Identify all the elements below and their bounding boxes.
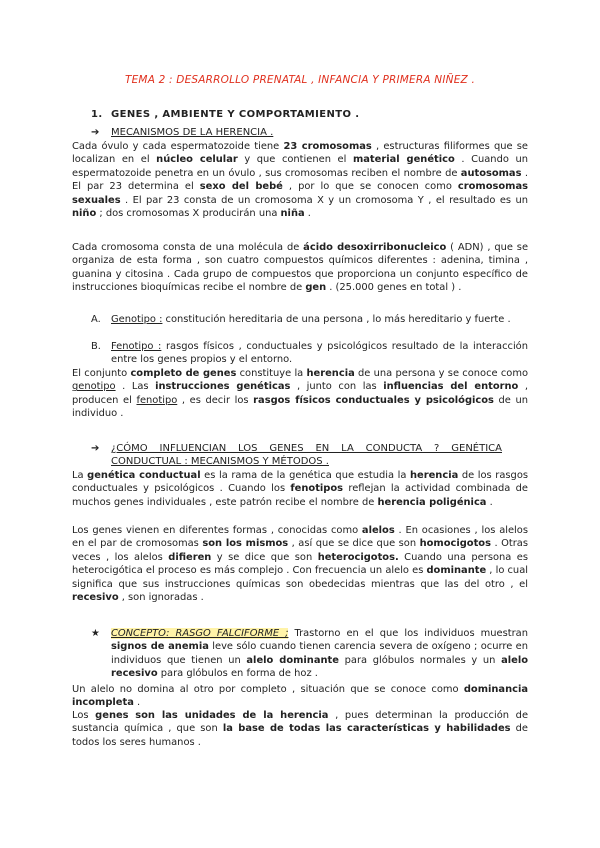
section-heading — [91, 109, 359, 120]
arrow-icon: ➔ — [91, 127, 100, 138]
arrow-icon: ➔ — [91, 443, 100, 454]
list-marker: B. — [91, 341, 101, 352]
subheading-text: ¿CÓMO INFLUENCIAN LOS GENES EN LA CONDUCTA ? GENÉTICA CONDUCTUAL : MECANISMOS Y MÉTODOS . — [111, 443, 502, 468]
concept-falciforme: ★ CONCEPTO: RASGO FALCIFORME ; Trastorno en el que los individuos muestran signos de anemia leve sólo cuando tienen carencia severa de oxígeno ; ocurre en individuos que tienen un alelo dominante para glóbulos normales y un alelo recesivo para glóbulos en forma de hoz . — [91, 628, 528, 680]
paragraph-unidades-herencia: Los genes son las unidades de la herencia , pues determinan la producción de sustancia química , que son la base de todas las características y habilidades de todos los seres humanos . — [72, 710, 529, 748]
subheading-herencia — [91, 127, 273, 138]
paragraph-adn: Cada cromosoma consta de una molécula de ácido desoxirribonucleico ( ADN) , que se organiza de esta forma , son cuatro compuestos químicos diferentes : adenina, timina , guanina y citosina . Cada grupo de compuestos que proporciona un conjunto específico de instrucciones bioquímicas recibe el nombre de gen . (25.000 genes en total ) . — [72, 242, 529, 294]
paragraph-genetica-conductual: La genética conductual es la rama de la genética que estudia la herencia de los rasgos conductuales y psicológicos . Cuando los fenotipos reflejan la actividad combinada de muchos genes individuales , este patrón recibe el nombre de herencia poligénica . — [72, 470, 529, 508]
star-icon: ★ — [91, 628, 100, 639]
section-number: 1. — [91, 109, 103, 120]
list-item-genotipo: A. Genotipo : constitución hereditaria de una persona , lo más hereditario y fuerte . — [91, 314, 511, 325]
subheading-conducta — [91, 442, 502, 469]
list-marker: A. — [91, 314, 101, 325]
section-title: GENES , AMBIENTE Y COMPORTAMIENTO . — [111, 109, 360, 120]
term-genotipo: Genotipo : — [111, 314, 163, 325]
subheading-text: MECANISMOS DE LA HERENCIA . — [111, 127, 274, 138]
list-item-fenotipo: B. Fenotipo : rasgos físicos , conductuales y psicológicos resultado de la interacción entre los genes propios y el entorno. — [91, 341, 528, 366]
paragraph-conjunto-genes: El conjunto completo de genes constituye la herencia de una persona y se conoce como genotipo . Las instrucciones genéticas , junto con las influencias del entorno , producen el fenotipo , es decir los rasgos físicos conductuales y psicológicos de un individuo . — [72, 368, 529, 420]
term-fenotipo: Fenotipo : — [111, 341, 162, 352]
paragraph-cromosomas: Cada óvulo y cada espermatozoide tiene 23 cromosomas , estructuras filiformes que se localizan en el núcleo celular y que contienen el material genético . Cuando un espermatozoide penetra en un óvulo , sus cromosomas reciben el nombre de autosomas . El par 23 determina el sexo del bebé , por lo que se conocen como cromosomas sexuales . El par 23 consta de un cromosoma X y un cromosoma Y , el resultado es un niño ; dos cromosomas X producirán una niña . — [72, 141, 528, 220]
paragraph-alelos: Los genes vienen en diferentes formas , conocidas como alelos . En ocasiones , los alelos en el par de cromosomas son los mismos , así que se dice que son homocigotos . Otras veces , los alelos difieren y se dice que son heterocigotos. Cuando una persona es heterocigótica el proceso es más complejo . Con frecuencia un alelo es dominante , lo cual significa que sus instrucciones químicas son obedecidas mientras que las del otro , el recesivo , son ignoradas . — [72, 525, 528, 604]
concept-label: CONCEPTO: RASGO FALCIFORME ; — [111, 628, 289, 639]
paragraph-dominancia: Un alelo no domina al otro por completo , situación que se conoce como dominancia incompleta . — [72, 684, 528, 709]
document-title: TEMA 2 : DESARROLLO PRENATAL , INFANCIA Y PRIMERA NIÑEZ . — [124, 74, 475, 86]
